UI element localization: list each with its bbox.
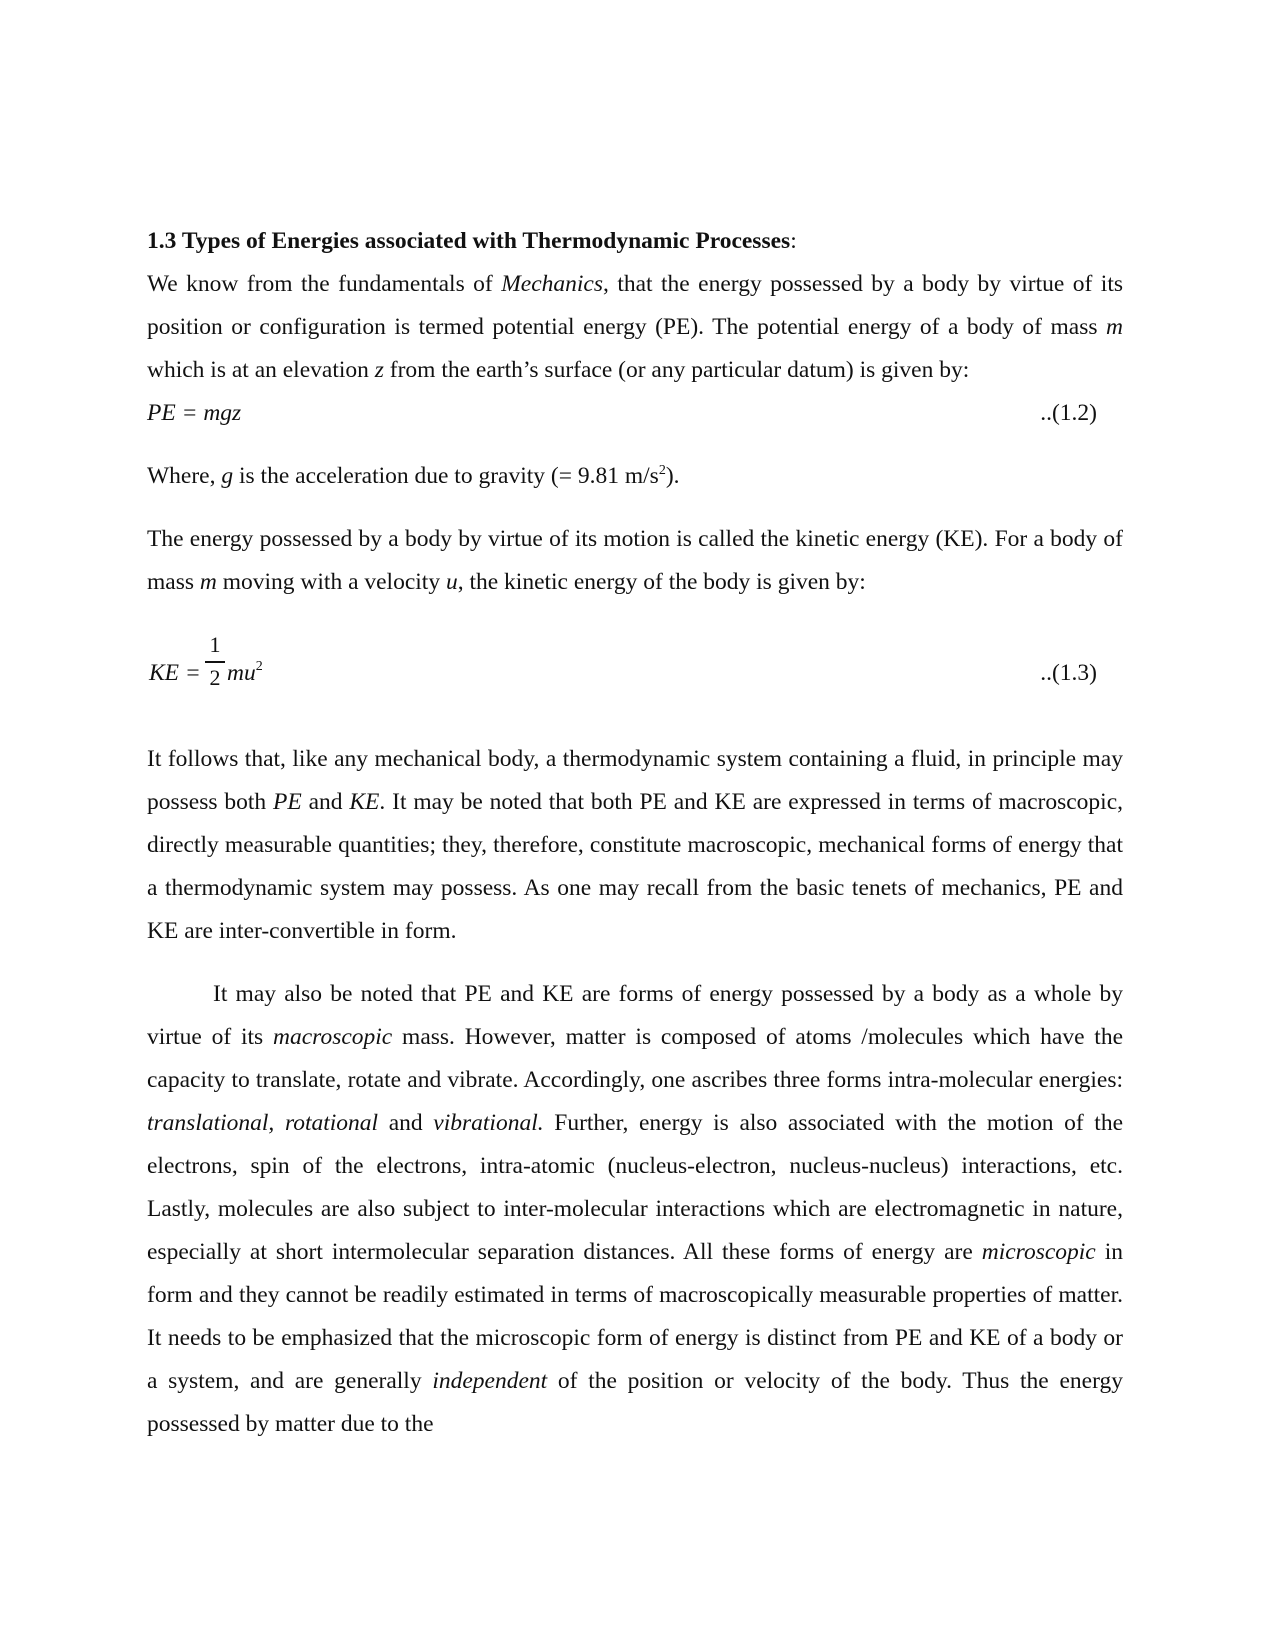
text: which is at an elevation	[147, 357, 375, 383]
text: from the earth’s surface (or any particular datum) is given by:	[383, 357, 970, 383]
fraction-bar	[205, 661, 225, 663]
text: in form and they cannot be readily estimated in terms of macroscopically measurable properties of matter. It needs to be emphasized that the microscopic form of energy is distinct from PE and KE of a body or a system, and are generally	[147, 1239, 1123, 1394]
equation-lhs: KE =	[149, 660, 201, 686]
text: It may also be noted that PE and KE are forms of energy possessed by a body as a whole by virtue of its	[147, 981, 1123, 1050]
text: , the kinetic energy of the body is given by:	[457, 569, 866, 595]
paragraph-kinetic-energy	[147, 518, 1123, 604]
paragraph-thermodynamic-system	[147, 738, 1123, 953]
section-title-suffix: :	[790, 228, 797, 254]
section-title: 1.3 Types of Energies associated with Thermodynamic Processes	[147, 228, 791, 254]
term-vibrational: vibrational.	[433, 1110, 544, 1136]
superscript: 2	[255, 659, 263, 674]
equation-number: ..(1.3)	[1040, 660, 1097, 686]
text: moving with a velocity	[216, 569, 446, 595]
term-translational-rotational: translational, rotational	[147, 1110, 379, 1136]
term-independent: independent	[432, 1368, 548, 1394]
paragraph-gravity	[147, 455, 1123, 498]
term-mechanics: Mechanics	[501, 271, 604, 297]
text: , that the energy possessed by a body by virtue of its position or configuration is termed potential energy (PE). The potential energy of a body of mass	[147, 271, 1124, 340]
equation-expression: PE = mgz	[147, 400, 242, 426]
symbol-z: z	[374, 357, 384, 383]
symbol-m: m	[1106, 314, 1123, 340]
document-page	[147, 220, 1123, 1446]
text: ).	[665, 463, 680, 489]
paragraph-microscopic-energy	[147, 973, 1123, 1446]
symbol-g: g	[221, 463, 234, 489]
fraction-one-half	[205, 632, 225, 691]
fraction-numerator: 1	[209, 632, 221, 657]
equation-1-2	[147, 392, 1123, 435]
text: Where,	[147, 463, 222, 489]
fraction-denominator: 2	[209, 664, 221, 690]
text: and	[378, 1110, 434, 1136]
section-heading	[147, 220, 1123, 263]
paragraph-potential-energy	[147, 263, 1123, 392]
equation-1-3	[147, 632, 1123, 716]
equation-rhs	[227, 652, 263, 695]
equation-number: ..(1.2)	[1040, 400, 1097, 426]
symbol-u: u	[445, 569, 458, 595]
term-ke: KE	[349, 789, 380, 815]
text: It follows that, like any mechanical body, a thermodynamic system containing a fluid, in principle may possess both	[147, 746, 1123, 815]
text: . It may be noted that both PE and KE are expressed in terms of macroscopic, directly measurable quantities; they, therefore, constitute macroscopic, mechanical forms of energy that a thermodynamic system may possess. As one may recall from the basic tenets of mechanics, PE and KE are inter-convertible in form.	[147, 789, 1123, 944]
text: Further, energy is also associated with the motion of the electrons, spin of the electrons, intra-atomic (nucleus-electron, nucleus-nucleus) interactions, etc. Lastly, molecules are also subject to inter-molecular interactions which are electromagnetic in nature, especially at short intermolecular separation distances. All these forms of energy are	[147, 1110, 1124, 1265]
term-macroscopic: macroscopic	[273, 1024, 393, 1050]
text: We know from the fundamentals of	[147, 271, 502, 297]
symbol-m: m	[199, 569, 217, 595]
text: of the position or velocity of the body. Thus the energy possessed by matter due to the	[147, 1368, 1123, 1437]
text: mass. However, matter is composed of atoms /molecules which have the capacity to translate, rotate and vibrate. Accordingly, one ascribes three forms intra-molecular energies:	[147, 1024, 1124, 1093]
text: is the acceleration due to gravity (= 9.81 m/s	[233, 463, 659, 489]
equation-rhs-text: mu	[227, 660, 256, 686]
text: and	[301, 789, 350, 815]
superscript: 2	[658, 463, 666, 478]
term-microscopic: microscopic	[981, 1239, 1096, 1265]
text: The energy possessed by a body by virtue of its motion is called the kinetic energy (KE). For a body of mass	[147, 526, 1123, 595]
term-pe: PE	[273, 789, 302, 815]
